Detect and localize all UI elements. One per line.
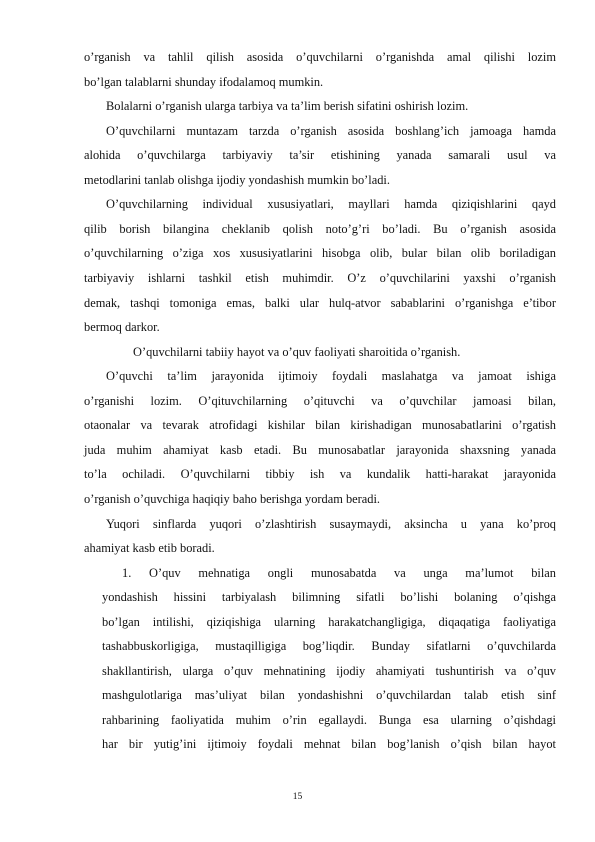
- paragraph-line: o’rganish va tahlil qilish asosida o’quvchilarni o’rganishda amal qilishi lozim: [84, 50, 556, 64]
- paragraph-line: O’quvchilarning individual xususiyatlari, mayllari hamda qiziqishlarini qayd: [106, 197, 556, 212]
- list-item-line: mashgulotlariga mas’uliyat bilan yondashishni o’quvchilardan talab etish sinf: [102, 688, 556, 703]
- list-item-line: shakllantirish, ularga o’quv mehnatining ijodiy ahamiyati tushuntirish va o’quv: [102, 663, 556, 678]
- paragraph-line: ahamiyat kasb etib boradi.: [84, 541, 215, 555]
- list-item-line: tashabbuskorligiga, mustaqilligiga bog’liqdir. Bunday sifatlarni o’quvchilarda: [102, 639, 556, 654]
- paragraph-line: to’la ochiladi. O’quvchilarni tibbiy ish va kundalik hatti-harakat jarayonida: [84, 467, 556, 482]
- list-item-line: yondashish hissini tarbiyalash bilimning sifatli bo’lishi bolaning o’qishga: [102, 590, 556, 605]
- paragraph-line: o’rganish o’quvchiga haqiqiy baho berishga yordam beradi.: [84, 491, 381, 506]
- paragraph-line: O’quvchi ta’lim jarayonida ijtimoiy foydali maslahatga va jamoat ishiga: [106, 369, 556, 384]
- paragraph-line: juda muhim ahamiyat kasb etadi. Bu munosabatlar jarayonida shaxsning yanada: [84, 442, 556, 457]
- paragraph-line: o’quvchilarning o’ziga xos xususiyatlarini hisobga olib, bular bilan olib boriladigan: [84, 246, 556, 261]
- paragraph-line: bo’lgan talablarni shunday ifodalamoq mumkin.: [84, 74, 324, 89]
- list-item-line: rahbarining faoliyatida muhim o’rin egallaydi. Bunga esa ularning o’qishdagi: [102, 712, 556, 727]
- paragraph-line: Yuqori sinflarda yuqori o’zlashtirish susaymaydi, aksincha u yana ko’proq: [106, 516, 556, 531]
- paragraph-line: otaonalar va tevarak atrofidagi kishilar bilan kirishadigan munosabatlarini o’rgatish: [84, 418, 556, 433]
- paragraph-line: qilib borish bilangina cheklanib qolish noto’g’ri bo’ladi. Bu o’rganish asosida: [84, 221, 556, 236]
- paragraph-line: O’quvchilarni muntazam tarzda o’rganish asosida boshlang’ich jamoaga hamda: [106, 123, 556, 138]
- paragraph-line: O’quvchilarni tabiiy hayot va o’quv faoliyati sharoitida o’rganish.: [133, 344, 461, 359]
- list-item-line: bo’lgan intilishi, qiziqishiga ularning harakatchangligiga, diqaqatiga faoliyatiga: [102, 614, 556, 629]
- paragraph-line: Bolalarni o’rganish ularga tarbiya va ta’lim berish sifatini oshirish lozim.: [106, 99, 469, 114]
- paragraph-line: demak, tashqi tomoniga emas, balki ular hulq-atvor sabablarini o’rganishga e’tibor: [84, 295, 556, 310]
- paragraph-line: alohida o’quvchilarga tarbiyaviy ta’sir etishining yanada samarali usul va: [84, 148, 556, 163]
- list-item-line: har bir yutig’ini ijtimoiy foydali mehnat bilan bog’lanish o’qish bilan hayot: [102, 737, 556, 752]
- paragraph-line: metodlarini tanlab olishga ijodiy yondashish mumkin bo’ladi.: [84, 172, 390, 187]
- paragraph-line: o’rganishi lozim. O’qituvchilarning o’qituvchi va o’quvchilar jamoasi bilan,: [84, 393, 556, 408]
- page-number: 15: [292, 792, 303, 802]
- paragraph-line: tarbiyaviy ishlarni tashkil etish muhimdir. O’z o’quvchilarini yaxshi o’rganish: [84, 271, 556, 285]
- list-item-line: 1. O’quv mehnatiga ongli munosabatda va unga ma’lumot bilan: [122, 565, 556, 580]
- paragraph-line: bermoq darkor.: [84, 320, 160, 335]
